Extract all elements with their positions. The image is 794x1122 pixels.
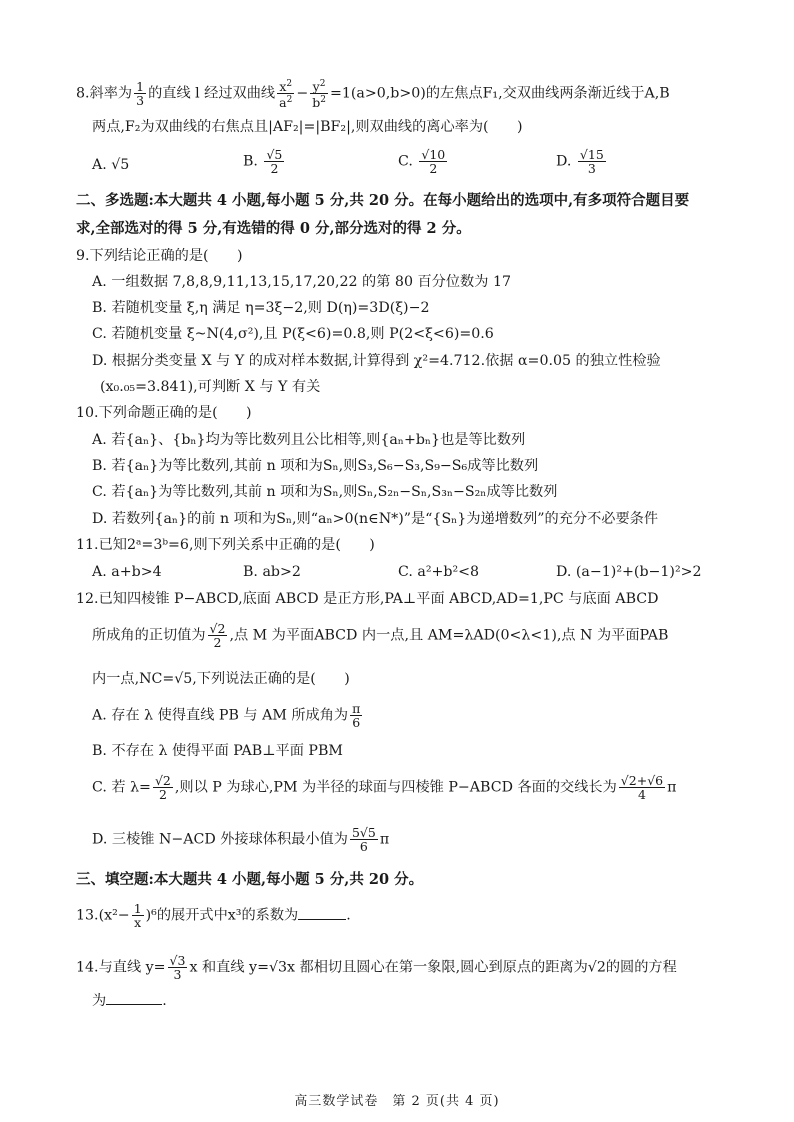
fraction: $\frac{\pi}{6}$ [352,701,361,730]
q13-text: . [346,907,351,924]
q12-text: π [379,831,390,848]
fraction: $\frac{√15}{3}$ [579,147,604,176]
fraction: $\frac{√10}{2}$ [421,147,446,176]
q14-text: . [162,993,167,1009]
page-footer: 高三数学试卷 第 2 页(共 4 页) [294,1094,500,1109]
q8-option-a: A. √5 [92,157,130,173]
q8-option-d [556,148,608,175]
option-label: C. [398,153,413,170]
q11-option-d: D. (a−1)²+(b−1)²>2 [556,564,702,580]
q14-stem-line2 [92,992,167,1010]
answer-blank [298,907,346,920]
q8-option-c [398,148,449,175]
q9-option-b: B. 若随机变量 ξ,η 满足 η=3ξ−2,则 D(η)=3D(ξ)−2 [92,300,430,316]
q9-stem: 9.下列结论正确的是( ) [76,248,243,264]
q12-option-c [92,774,676,801]
q12-text: π [667,779,677,796]
option-label: D. [556,153,572,170]
q8-stem-line1: 8.斜率为 $\frac{1}{3}$ 的直线 l 经过双曲线 $\frac{x^2}{a^2}$ − $\frac{y^2}{b^2}$ =1(a>0,b>0)的左焦点F₁,交双曲线两条渐近线于A,B [76,79,670,111]
q14-text: 为 [92,993,107,1009]
q10-option-b: B. 若{aₙ}为等比数列,其前 n 项和为Sₙ,则S₃,S₆−S₃,S₉−S₆成等比数列 [92,458,539,474]
q13-text: 13.(x²− [76,907,130,924]
fraction: $\frac{x^2}{a^2}$ [279,79,293,111]
fraction: $\frac{√2+√6}{4}$ [620,773,664,802]
q12-stem-line2 [92,622,668,649]
section2-heading-line2: 求,全部选对的得 5 分,有选错的得 0 分,部分选对的得 2 分。 [76,220,471,237]
fraction: $\frac{y^2}{b^2}$ [312,79,326,111]
q12-option-d [92,826,389,853]
q8-text: 8.斜率为 [76,85,133,102]
q12-text: A. 存在 λ 使得直线 PB 与 AM 所成角为 [92,707,349,724]
q14-text: x 和直线 y=√3x 都相切且圆心在第一象限,圆心到原点的距离为√2的圆的方程 [189,959,677,976]
q13-text: )⁶的展开式中x³的系数为 [145,907,299,924]
q9-option-d-line2: (x₀.₀₅=3.841),可判断 X 与 Y 有关 [100,379,321,395]
section2-heading-line1: 二、多选题:本大题共 4 小题,每小题 5 分,共 20 分。在每小题给出的选项中,有多项符合题目要 [76,192,690,209]
q14-text: 14.与直线 y= [76,959,166,976]
fraction: $\frac{5√5}{6}$ [351,825,376,854]
q8-stem-line2: 两点,F₂为双曲线的右焦点且|AF₂|=|BF₂|,则双曲线的离心率为( ) [92,119,523,135]
q8-text: 的直线 l 经过双曲线 [148,85,276,102]
q9-option-d-line1: D. 根据分类变量 X 与 Y 的成对样本数据,计算得到 χ²=4.712.依据 α=0.05 的独立性检验 [92,353,661,369]
q10-option-d: D. 若数列{aₙ}的前 n 项和为Sₙ,则“aₙ>0(n∈N*)”是“{Sₙ}为递增数列”的充分不必要条件 [92,511,659,527]
fraction: $\frac{1}{3}$ [136,79,145,109]
q12-stem-line1: 12.已知四棱锥 P−ABCD,底面 ABCD 是正方形,PA⊥平面 ABCD,AD=1,PC 与底面 ABCD [76,591,659,607]
q11-stem: 11.已知2ᵃ=3ᵇ=6,则下列关系中正确的是( ) [76,537,375,553]
q12-text: D. 三棱锥 N−ACD 外接球体积最小值为 [92,831,348,848]
fraction: $\frac{√3}{3}$ [169,953,186,982]
q12-text: ,点 M 为平面ABCD 内一点,且 AM=λAD(0<λ<1),点 N 为平面PAB [229,627,669,644]
q12-stem-line3: 内一点,NC=√5,下列说法正确的是( ) [92,671,350,687]
q13-stem [76,902,351,929]
q11-option-b: B. ab>2 [243,564,301,580]
fraction: $\frac{√5}{2}$ [266,147,283,176]
fraction: $\frac{√2}{2}$ [154,773,171,802]
q8-option-b [243,148,286,175]
q10-option-a: A. 若{aₙ}、{bₙ}均为等比数列且公比相等,则{aₙ+bₙ}也是等比数列 [92,432,526,448]
q11-option-c: C. a²+b²<8 [398,564,480,580]
q14-stem-line1 [76,954,677,981]
q12-text: C. 若 λ= [92,779,151,796]
q9-option-c: C. 若随机变量 ξ~N(4,σ²),且 P(ξ<6)=0.8,则 P(2<ξ<6)=0.6 [92,326,494,342]
q12-option-b: B. 不存在 λ 使得平面 PAB⊥平面 PBM [92,743,343,759]
q9-option-a: A. 一组数据 7,8,8,9,11,13,15,17,20,22 的第 80 百分位数为 17 [92,274,511,290]
fraction: $\frac{1}{x}$ [133,901,142,930]
fraction: $\frac{√2}{2}$ [209,621,226,650]
q10-option-c: C. 若{aₙ}为等比数列,其前 n 项和为Sₙ,则Sₙ,S₂ₙ−Sₙ,S₃ₙ−S₂ₙ成等比数列 [92,484,558,500]
answer-blank [106,992,162,1005]
q12-text: 所成角的正切值为 [92,627,206,644]
section3-heading: 三、填空题:本大题共 4 小题,每小题 5 分,共 20 分。 [76,871,424,888]
q10-stem: 10.下列命题正确的是( ) [76,405,252,421]
q8-text: =1(a>0,b>0)的左焦点F₁,交双曲线两条渐近线于A,B [329,85,670,102]
q12-text: ,则以 P 为球心,PM 为半径的球面与四棱锥 P−ABCD 各面的交线长为 [174,779,617,796]
q12-option-a [92,702,364,729]
q11-option-a: A. a+b>4 [92,564,162,580]
option-label: B. [243,153,258,170]
